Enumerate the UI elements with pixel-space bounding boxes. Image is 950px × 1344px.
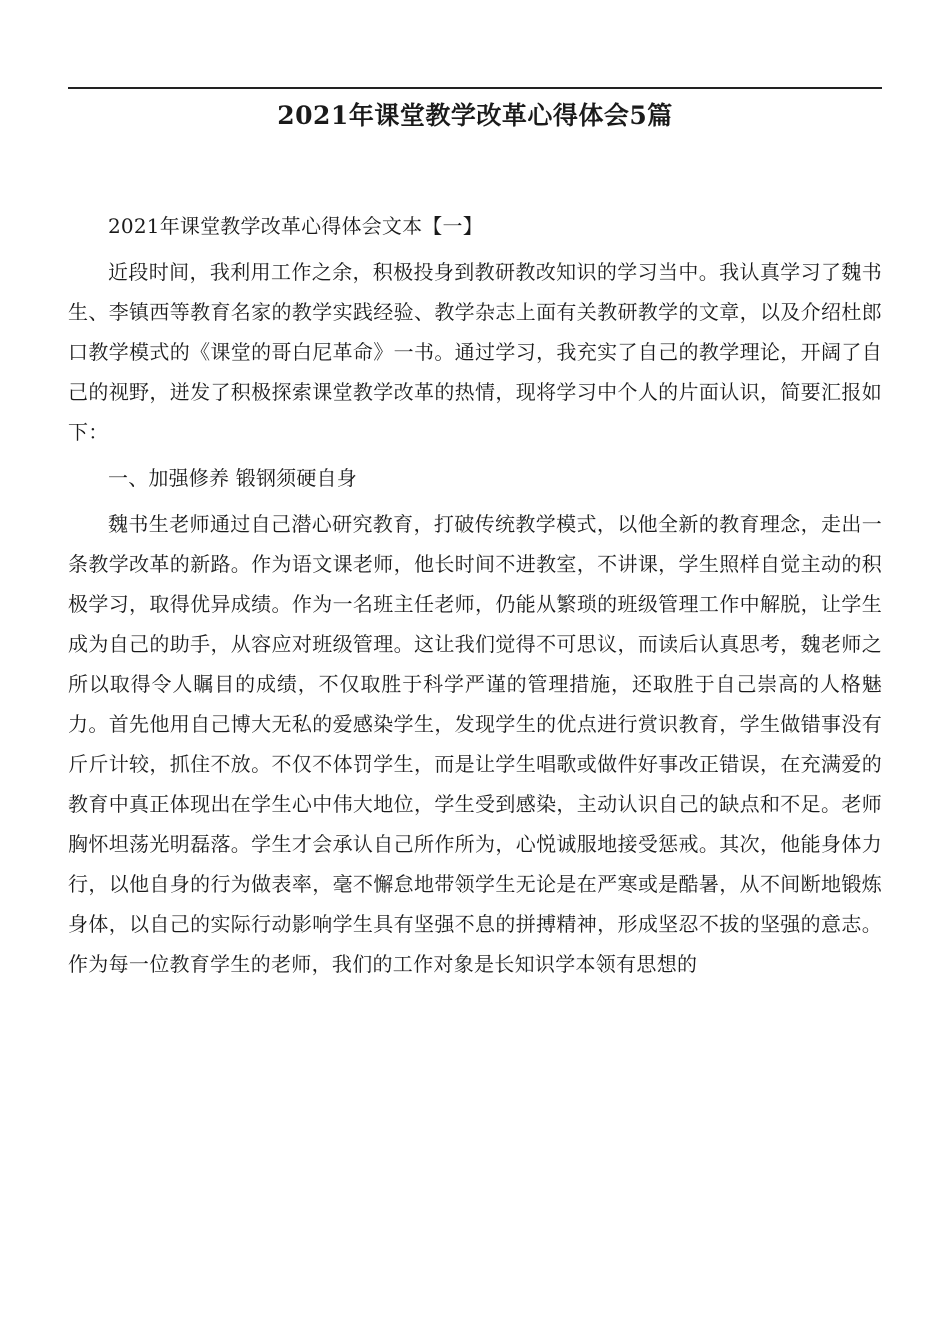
section-heading: 一、加强修养 锻钢须硬自身 <box>108 466 357 490</box>
header-rule <box>68 87 882 89</box>
body-paragraph: 魏书生老师通过自己潜心研究教育，打破传统教学模式，以他全新的教育理念，走出一条教学改革的新路。作为语文课老师，他长时间不进教室，不讲课，学生照样自觉主动的积极学习，取得优异成绩。作为一名班主任老师，仍能从繁琐的班级管理工作中解脱，让学生成为自己的助手，从容应对班级管理。这让我们觉得不可思议，而读后认真思考，魏老师之所以取得令人瞩目的成绩，不仅取胜于科学严谨的管理措施，还取胜于自己崇高的人格魅力。首先他用自己博大无私的爱感染学生，发现学生的优点进行赏识教育，学生做错事没有斤斤计较，抓住不放。不仅不体罚学生，而是让学生唱歌或做件好事改正错误，在充满爱的教育中真正体现出在学生心中伟大地位，学生受到感染，主动认识自己的缺点和不足。老师胸怀坦荡光明磊落。学生才会承认自己所作所为，心悦诚服地接受惩戒。其次，他能身体力行，以他自身的行为做表率，毫不懈怠地带领学生无论是在严寒或是酷暑，从不间断地锻炼身体，以自己的实际行动影响学生具有坚强不息的拼搏精神，形成坚忍不拔的坚强的意志。作为每一位教育学生的老师，我们的工作对象是长知识学本领有思想的 <box>68 512 882 976</box>
document-body <box>68 206 882 984</box>
body-paragraph: 近段时间，我利用工作之余，积极投身到教研教改知识的学习当中。我认真学习了魏书生、李镇西等教育名家的教学实践经验、教学杂志上面有关教研教学的文章，以及介绍杜郎口教学模式的《课堂的哥白尼革命》一书。通过学习，我充实了自己的教学理论，开阔了自己的视野，迸发了积极探索课堂教学改革的热情，现将学习中个人的片面认识，简要汇报如下： <box>68 260 882 444</box>
section-heading: 2021年课堂教学改革心得体会文本【一】 <box>108 214 483 238</box>
document-title: 2021年课堂教学改革心得体会5篇 <box>277 101 673 130</box>
